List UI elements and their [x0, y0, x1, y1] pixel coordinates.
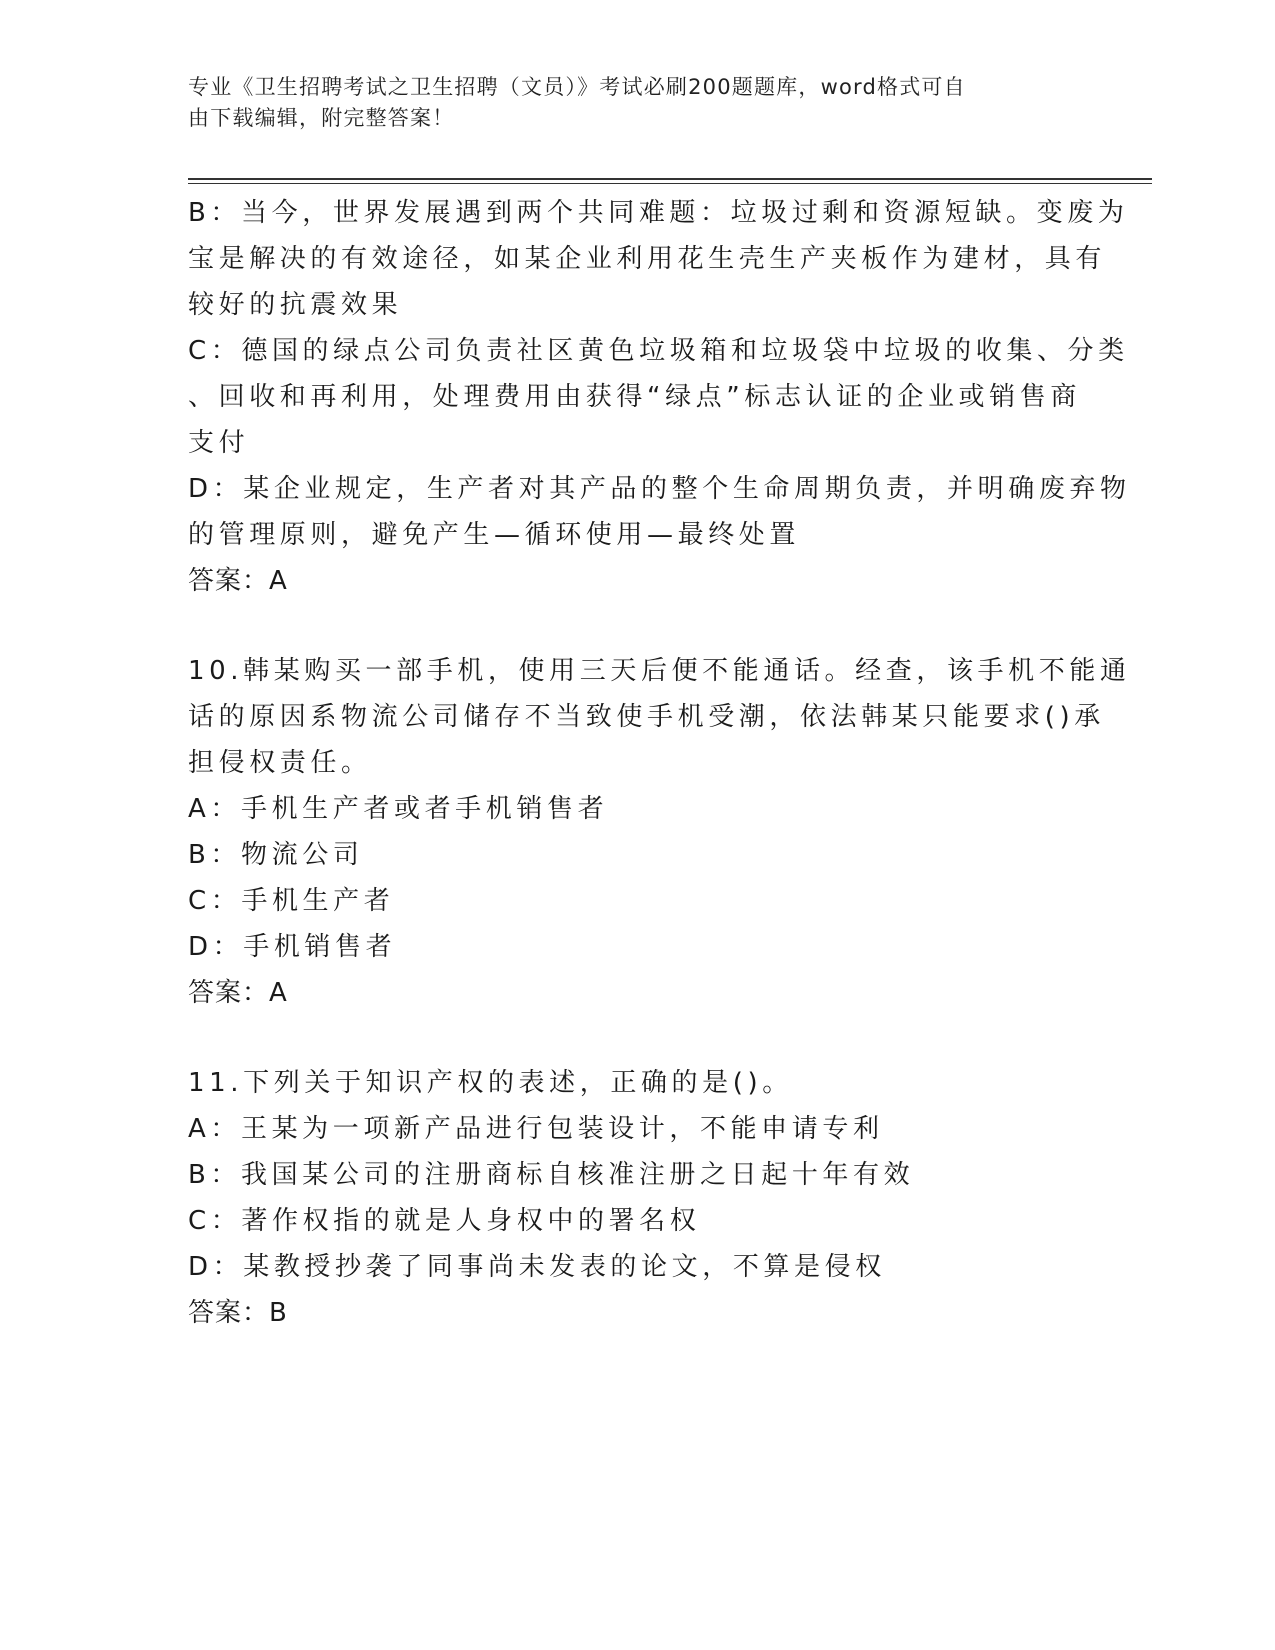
option-d: D：手机销售者 — [188, 932, 397, 962]
option-c: C：手机生产者 — [188, 886, 395, 916]
answer: 答案：B — [188, 1298, 288, 1328]
option-text-line: B：当今，世界发展遇到两个共同难题：垃圾过剩和资源短缺。变废为 — [188, 198, 1129, 228]
document-header — [188, 72, 1068, 134]
question-stem: 11.下列关于知识产权的表述，正确的是()。 — [188, 1068, 793, 1098]
question-10 — [188, 648, 1131, 1016]
option-text-line: 、回收和再利用，处理费用由获得“绿点”标志认证的企业或销售商 — [188, 382, 1081, 412]
question-9-continued — [188, 190, 1131, 604]
option-c: C：著作权指的就是人身权中的署名权 — [188, 1206, 701, 1236]
option-b: B：物流公司 — [188, 840, 364, 870]
spacer — [188, 604, 1088, 648]
header-line: 专业《卫生招聘考试之卫生招聘（文员）》考试必刷200题题库，word格式可自 — [188, 75, 966, 99]
option-b: B：我国某公司的注册商标自核准注册之日起十年有效 — [188, 1160, 915, 1190]
spacer — [188, 1016, 1088, 1060]
option-text-line: 的管理原则，避免产生—循环使用—最终处置 — [188, 520, 801, 550]
option-text-line: C：德国的绿点公司负责社区黄色垃圾箱和垃圾袋中垃圾的收集、分类 — [188, 336, 1129, 366]
option-d — [188, 466, 1131, 558]
option-c — [188, 328, 1129, 466]
header-divider-thick — [188, 178, 1152, 180]
question-11 — [188, 1060, 1088, 1336]
stem-line: 话的原因系物流公司储存不当致使手机受潮，依法韩某只能要求()承 — [188, 702, 1105, 732]
option-a: A：王某为一项新产品进行包装设计，不能申请专利 — [188, 1114, 884, 1144]
option-d: D：某教授抄袭了同事尚未发表的论文，不算是侵权 — [188, 1252, 886, 1282]
header-line: 由下载编辑，附完整答案！ — [188, 106, 455, 130]
document-body — [188, 190, 1131, 1336]
option-a: A：手机生产者或者手机销售者 — [188, 794, 609, 824]
header-divider-thin — [188, 183, 1152, 184]
answer: 答案：A — [188, 566, 288, 596]
option-text-line: D：某企业规定，生产者对其产品的整个生命周期负责，并明确废弃物 — [188, 474, 1131, 504]
question-stem — [188, 648, 1131, 786]
option-text-line: 宝是解决的有效途径，如某企业利用花生壳生产夹板作为建材，具有 — [188, 244, 1107, 274]
stem-line: 担侵权责任。 — [188, 748, 372, 778]
answer: 答案：A — [188, 978, 288, 1008]
option-text-line: 支付 — [188, 428, 250, 458]
stem-line: 10.韩某购买一部手机，使用三天后便不能通话。经查，该手机不能通 — [188, 656, 1131, 686]
option-b — [188, 190, 1129, 328]
option-text-line: 较好的抗震效果 — [188, 290, 403, 320]
